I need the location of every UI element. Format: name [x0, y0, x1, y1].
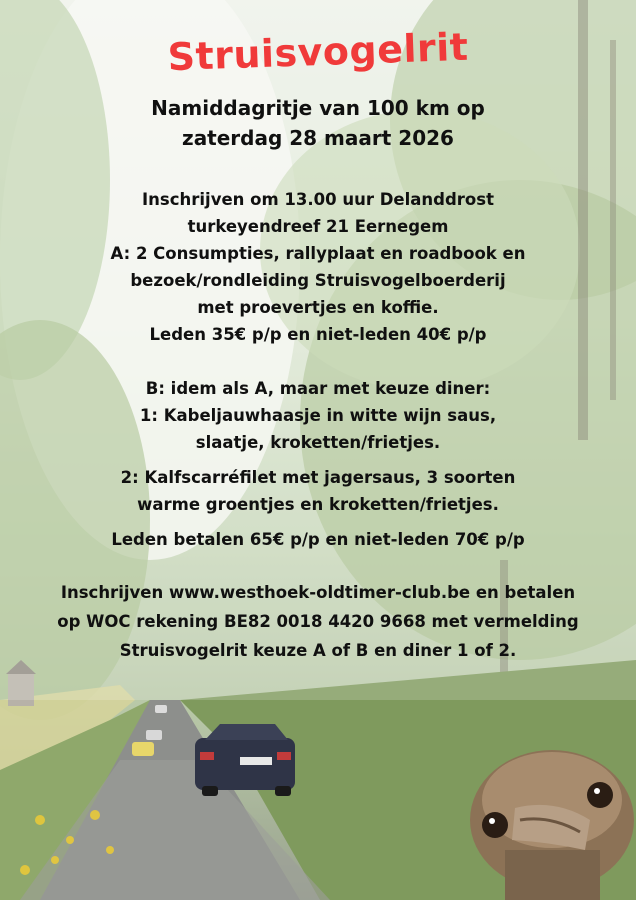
subtitle-line: Namiddagritje van 100 km op: [151, 96, 485, 120]
dinner-option-1: slaatje, kroketten/frietjes.: [195, 433, 441, 452]
footer-line: Struisvogelrit keuze A of B en diner 1 of 2.: [119, 641, 517, 660]
dinner-option-1: 1: Kabeljauwhaasje in witte wijn saus,: [139, 406, 497, 425]
price-line: Leden betalen 65€ p/p en niet-leden 70€ p/p: [111, 530, 525, 549]
dinner-option-2: [20, 464, 616, 518]
event-subtitle: [20, 93, 616, 153]
option-b-price: [20, 526, 616, 553]
option-a-price: Leden 35€ p/p en niet-leden 40€ p/p: [149, 325, 487, 344]
info-line: Inschrijven om 13.00 uur Delanddrost: [142, 190, 494, 209]
footer-line: op WOC rekening BE82 0018 4420 9668 met vermelding: [57, 612, 579, 631]
dinner-option-2-line: warme groentjes en kroketten/frietjes.: [137, 495, 499, 514]
option-a-line: met proevertjes en koffie.: [197, 298, 439, 317]
option-b-line: B: idem als A, maar met keuze diner:: [145, 379, 491, 398]
option-a-line: bezoek/rondleiding Struisvogelboerderij: [130, 271, 506, 290]
subtitle-line: zaterdag 28 maart 2026: [182, 126, 454, 150]
payment-instructions: [20, 578, 616, 665]
option-b: [20, 375, 616, 456]
info-line: turkeyendreef 21 Eernegem: [187, 217, 449, 236]
dinner-option-2-line: 2: Kalfscarréfilet met jagersaus, 3 soorten: [120, 468, 516, 487]
option-a-line: A: 2 Consumpties, rallyplaat en roadbook en: [110, 244, 526, 263]
footer-line: Inschrijven www.westhoek-oldtimer-club.be en betalen: [60, 583, 576, 602]
registration-info: [20, 186, 616, 348]
event-title: Struisvogelrit: [166, 24, 470, 80]
